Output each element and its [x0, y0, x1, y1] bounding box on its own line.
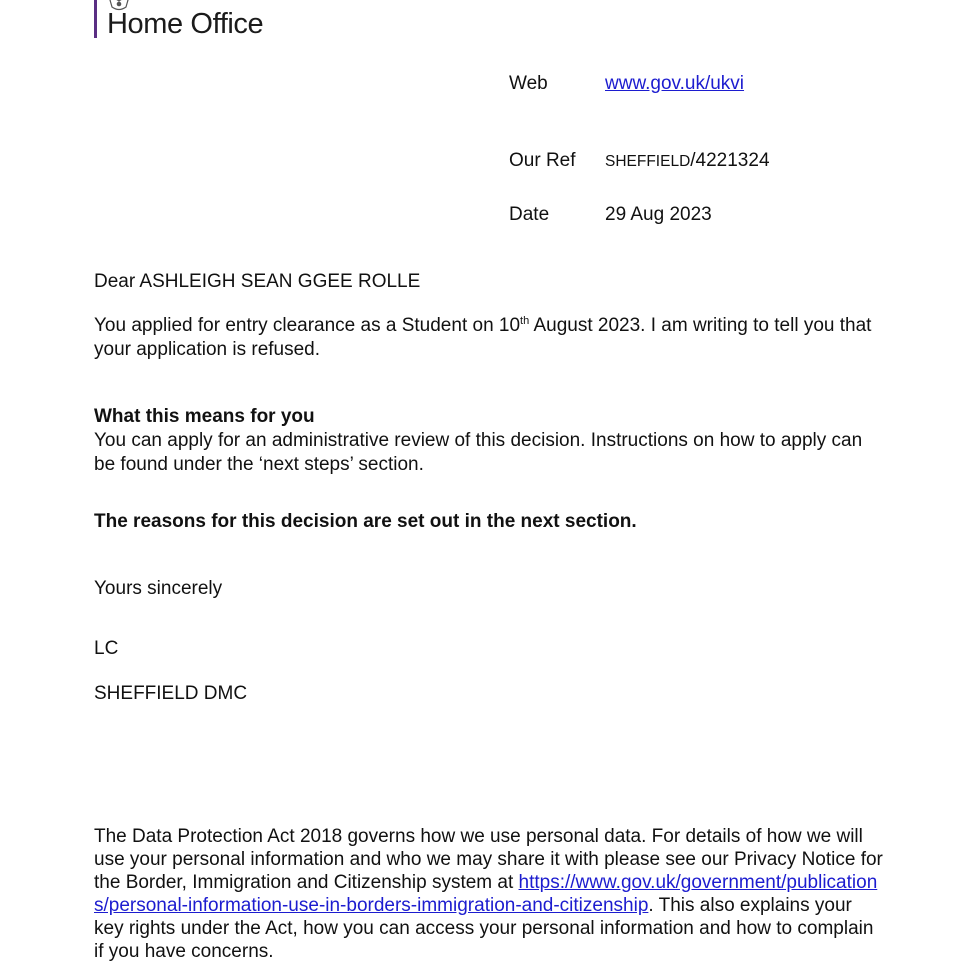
reasons-note: The reasons for this decision are set out in the next section.	[94, 511, 637, 532]
signatory-initials: LC	[94, 638, 119, 659]
signatory-office: SHEFFIELD DMC	[94, 683, 248, 704]
reference-number: /4221324	[690, 150, 770, 171]
date-value: 29 Aug 2023	[605, 204, 712, 225]
section-body: You can apply for an administrative review of this decision. Instructions on how to apply can be found under the ‘next steps’ section.	[94, 430, 863, 475]
web-label: Web	[509, 73, 548, 94]
date-label: Date	[509, 204, 550, 225]
web-link[interactable]: www.gov.uk/ukvi	[605, 73, 745, 94]
reference-value	[605, 150, 770, 172]
intro-paragraph: You applied for entry clearance as a Student on 10th August 2023. I am writing to tell you that your application is refused.	[94, 315, 872, 360]
brand-bar	[94, 0, 97, 38]
reference-prefix: SHEFFIELD	[605, 153, 691, 170]
closing: Yours sincerely	[94, 578, 223, 599]
privacy-notice: The Data Protection Act 2018 governs how we use personal data. For details of how we will use your personal information and who we may share it with please see our Privacy Notice for the Border, Immigration and Citizenship system at https://www.gov.uk/government/publications/personal-information-use-in-borders-immigration-and-citizenship. This also explains your key rights under the Act, how you can access your personal information and how to complain if you have concerns.	[94, 826, 883, 962]
reference-label: Our Ref	[509, 150, 576, 171]
privacy-notice-link[interactable]: https://www.gov.uk/government/publications/personal-information-use-in-borders-immigration-and-citizenship	[94, 872, 878, 916]
section-heading: What this means for you	[94, 406, 315, 427]
salutation: Dear ASHLEIGH SEAN GGEE ROLLE	[94, 271, 421, 292]
organisation-name: Home Office	[107, 8, 264, 40]
